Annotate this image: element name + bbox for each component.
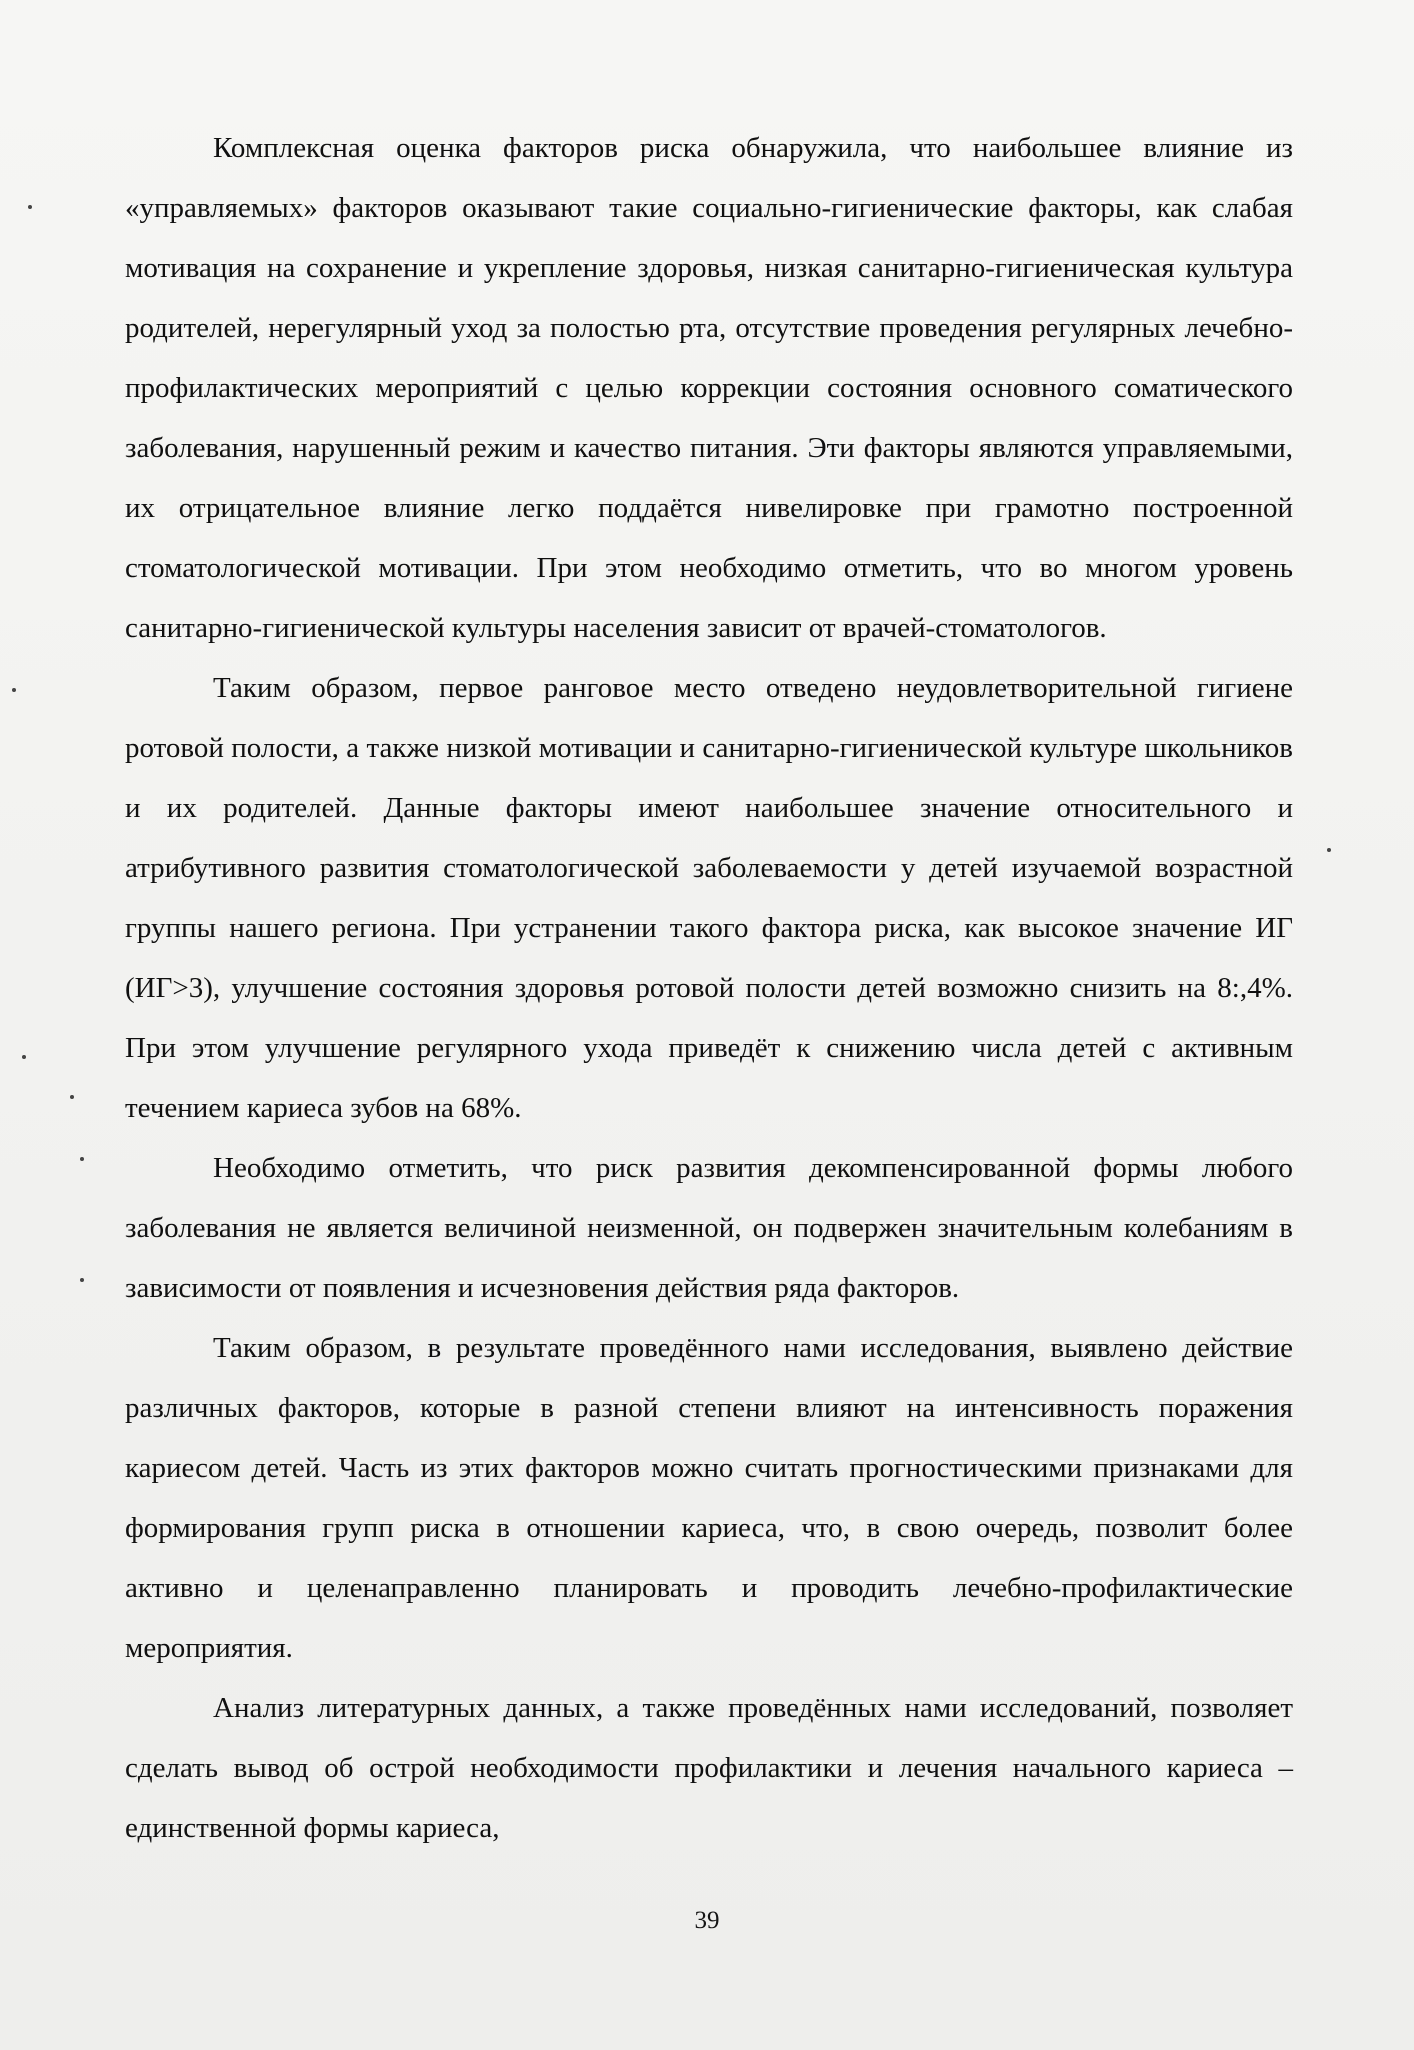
scan-speck (12, 688, 16, 692)
paragraph-risk-assessment: Комплексная оценка факторов риска обнаружила, что наибольшее влияние из «управляемых» факторов оказывают такие социально-гигиенические факторы, как слабая мотивация на сохранение и укрепление здоровья, низкая санитарно-гигиеническая культура родителей, нерегулярный уход за полостью рта, отсутствие проведения регулярных лечебно-профилактических мероприятий с целью коррекции состояния основного соматического заболевания, нарушенный режим и качество питания. Эти факторы являются управляемыми, их отрицательное влияние легко поддаётся нивелировке при грамотно построенной стоматологической мотивации. При этом необходимо отметить, что во многом уровень санитарно-гигиенической культуры населения зависит от врачей-стоматологов. (125, 132, 1293, 644)
paragraph-literature-analysis: Анализ литературных данных, а также проведённых нами исследований, позволяет сделать вывод об острой необходимости профилактики и лечения начального кариеса – единственной формы кариеса, (125, 1692, 1293, 1844)
paragraph-research-conclusion: Таким образом, в результате проведённого нами исследования, выявлено действие различных факторов, которые в разной степени влияют на интенсивность поражения кариесом детей. Часть из этих факторов можно считать прогностическими признаками для формирования групп риска в отношении кариеса, что, в свою очередь, позволит более активно и целенаправленно планировать и проводить лечебно-профилактические мероприятия. (125, 1332, 1293, 1664)
body-text (125, 118, 1293, 1858)
page-number: 39 (694, 1907, 720, 1934)
scan-speck (1327, 848, 1331, 852)
paragraph-ranking: Таким образом, первое ранговое место отведено неудовлетворительной гигиене ротовой полости, а также низкой мотивации и санитарно-гигиенической культуре школьников и их родителей. Данные факторы имеют наибольшее значение относительного и атрибутивного развития стоматологической заболеваемости у детей изучаемой возрастной группы нашего региона. При устранении такого фактора риска, как высокое значение ИГ (ИГ>3), улучшение состояния здоровья ротовой полости детей возможно снизить на 8:,4%. При этом улучшение регулярного ухода приведёт к снижению числа детей с активным течением кариеса зубов на 68%. (125, 672, 1293, 1124)
scan-speck (80, 1278, 84, 1282)
scan-speck (80, 1157, 84, 1161)
scan-speck (22, 1055, 26, 1059)
scan-speck (70, 1095, 74, 1099)
scan-speck (28, 205, 32, 209)
paragraph-risk-variability: Необходимо отметить, что риск развития декомпенсированной формы любого заболевания не является величиной неизменной, он подвержен значительным колебаниям в зависимости от появления и исчезновения действия ряда факторов. (125, 1152, 1293, 1304)
